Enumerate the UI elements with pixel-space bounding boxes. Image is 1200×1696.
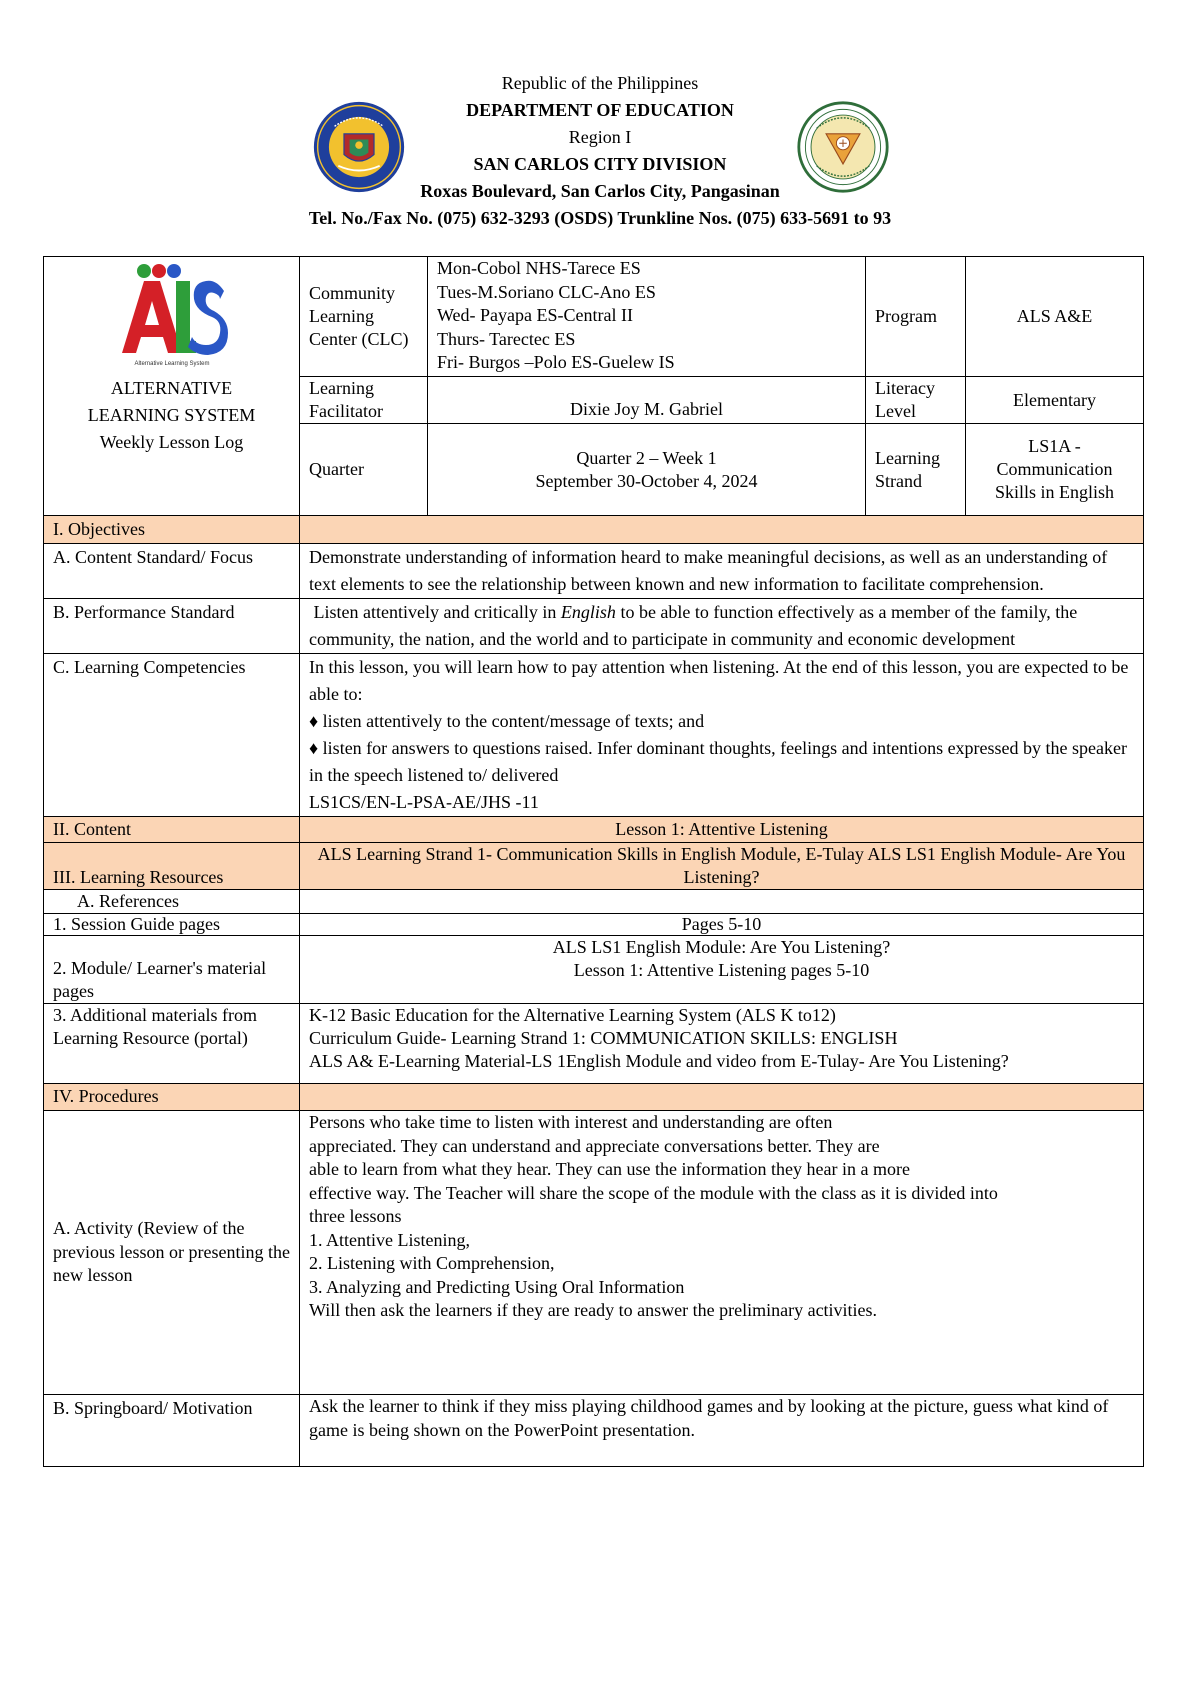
module-line: ALS LS1 English Module: Are You Listening?	[552, 937, 891, 957]
clc-line: Wed- Payapa ES-Central II	[437, 305, 633, 325]
additional-materials-value	[300, 1004, 1144, 1084]
als-logo	[116, 261, 228, 369]
resources-heading: III. Learning Resources	[44, 843, 300, 890]
session-guide-value: Pages 5-10	[300, 914, 1144, 936]
performance-text-pre: Listen attentively and critically in	[313, 602, 561, 622]
activity-text	[300, 1111, 1144, 1395]
clc-line: Tues-M.Soriano CLC-Ano ES	[437, 281, 656, 302]
performance-standard-text	[300, 599, 1144, 654]
springboard-label: B. Springboard/ Motivation	[44, 1395, 300, 1467]
competencies-text	[300, 654, 1144, 817]
literacy-value: Elementary	[966, 377, 1144, 424]
lesson-log-table	[43, 256, 1144, 1467]
quarter-week: Quarter 2 – Week 1	[576, 447, 717, 468]
facilitator-value: Dixie Joy M. Gabriel	[428, 377, 866, 424]
activity-line: effective way. The Teacher will share the scope of the module with the class as it is divided into	[309, 1182, 998, 1203]
competencies-intro: In this lesson, you will learn how to pay attention when listening. At the end of this lesson, you are expected to be able to:	[309, 657, 1129, 704]
strand-label: Learning Strand	[866, 424, 966, 516]
procedures-heading: IV. Procedures	[44, 1084, 300, 1111]
deped-seal-logo	[312, 100, 406, 194]
activity-line: able to learn from what they hear. They can use the information they hear in a more	[309, 1159, 910, 1179]
resources-value: ALS Learning Strand 1- Communication Skills in English Module, E-Tulay ALS LS1 English Module- Are You Listening?	[300, 843, 1144, 890]
address-line: Roxas Boulevard, San Carlos City, Pangasinan	[420, 181, 780, 201]
performance-text-post: to be able to function effectively as a member of the family, the community, the nation, and the world and to participate in community and economic development	[309, 602, 1078, 649]
references-label-text: A. References	[77, 891, 179, 911]
als-title-cell	[44, 257, 300, 516]
additional-materials-label: 3. Additional materials from Learning Resource (portal)	[44, 1004, 300, 1084]
procedures-heading-fill	[300, 1084, 1144, 1111]
objectives-heading-fill	[300, 516, 1144, 544]
springboard-text: Ask the learner to think if they miss playing childhood games and by looking at the picture, guess what kind of game is being shown on the PowerPoint presentation.	[300, 1395, 1144, 1467]
telephone-line: Tel. No./Fax No. (075) 632-3293 (OSDS) Trunkline Nos. (075) 633-5691 to 93	[308, 208, 892, 228]
additional-line: K-12 Basic Education for the Alternative Learning System (ALS K to12)	[309, 1005, 836, 1025]
activity-line: Will then ask the learners if they are ready to answer the preliminary activities.	[309, 1300, 878, 1320]
references-label	[44, 890, 300, 914]
activity-line: Persons who take time to listen with interest and understanding are often	[309, 1112, 833, 1132]
activity-line: 3. Analyzing and Predicting Using Oral Information	[309, 1276, 685, 1297]
performance-text-em: English	[560, 602, 616, 622]
references-value	[300, 890, 1144, 914]
literacy-label: Literacy Level	[866, 377, 966, 424]
als-title-line1: ALTERNATIVE	[110, 378, 233, 398]
clc-schedule	[428, 257, 866, 377]
content-value: Lesson 1: Attentive Listening	[300, 817, 1144, 843]
facilitator-label: Learning Facilitator	[300, 377, 428, 424]
program-value: ALS A&E	[966, 257, 1144, 377]
module-label: 2. Module/ Learner's material pages	[44, 936, 300, 1004]
letterhead	[0, 70, 1200, 232]
als-title-line3: Weekly Lesson Log	[99, 432, 244, 452]
content-heading: II. Content	[44, 817, 300, 843]
session-guide-label: 1. Session Guide pages	[44, 914, 300, 936]
department-line: DEPARTMENT OF EDUCATION	[466, 100, 734, 120]
clc-label: Community Learning Center (CLC)	[300, 257, 428, 377]
objectives-heading: I. Objectives	[44, 516, 300, 544]
als-title-line2: LEARNING SYSTEM	[87, 405, 256, 425]
activity-label: A. Activity (Review of the previous lesson or presenting the new lesson	[44, 1111, 300, 1395]
division-line: SAN CARLOS CITY DIVISION	[473, 154, 727, 174]
activity-line: appreciated. They can understand and appreciate conversations better. They are	[309, 1135, 880, 1156]
republic-line: Republic of the Philippines	[501, 73, 699, 93]
competencies-bullet: ♦ listen for answers to questions raised. Infer dominant thoughts, feelings and intentions expressed by the speaker in the speech listened to/ delivered	[309, 738, 1127, 785]
als-logo-tagline: Alternative Learning System	[133, 361, 210, 367]
activity-line: 2. Listening with Comprehension,	[309, 1253, 555, 1273]
quarter-label: Quarter	[300, 424, 428, 516]
module-value	[300, 936, 1144, 1004]
activity-line: 1. Attentive Listening,	[309, 1229, 470, 1250]
activity-line: three lessons	[309, 1206, 402, 1226]
clc-line: Mon-Cobol NHS-Tarece ES	[437, 258, 641, 278]
additional-line: ALS A& E-Learning Material-LS 1English Module and video from E-Tulay- Are You Listening?	[309, 1051, 1009, 1071]
competencies-code: LS1CS/EN-L-PSA-AE/JHS -11	[309, 792, 539, 812]
content-standard-text: Demonstrate understanding of information heard to make meaningful decisions, as well as an understanding of text elements to see the relationship between known and new information to facilitate comprehension.	[300, 544, 1144, 599]
competencies-bullet: ♦ listen attentively to the content/message of texts; and	[309, 711, 705, 731]
strand-value: LS1A - Communication Skills in English	[966, 424, 1144, 516]
region-line: Region I	[568, 127, 632, 147]
clc-line: Fri- Burgos –Polo ES-Guelew IS	[437, 352, 675, 372]
module-line: Lesson 1: Attentive Listening pages 5-10	[573, 960, 870, 980]
performance-standard-label: B. Performance Standard	[44, 599, 300, 654]
program-label: Program	[866, 257, 966, 377]
competencies-label: C. Learning Competencies	[44, 654, 300, 817]
clc-line: Thurs- Tarectec ES	[437, 328, 576, 349]
division-seal-logo	[796, 100, 890, 194]
additional-line: Curriculum Guide- Learning Strand 1: COMMUNICATION SKILLS: ENGLISH	[309, 1028, 898, 1048]
quarter-value	[428, 424, 866, 516]
content-standard-label: A. Content Standard/ Focus	[44, 544, 300, 599]
quarter-dates: September 30-October 4, 2024	[535, 470, 758, 491]
